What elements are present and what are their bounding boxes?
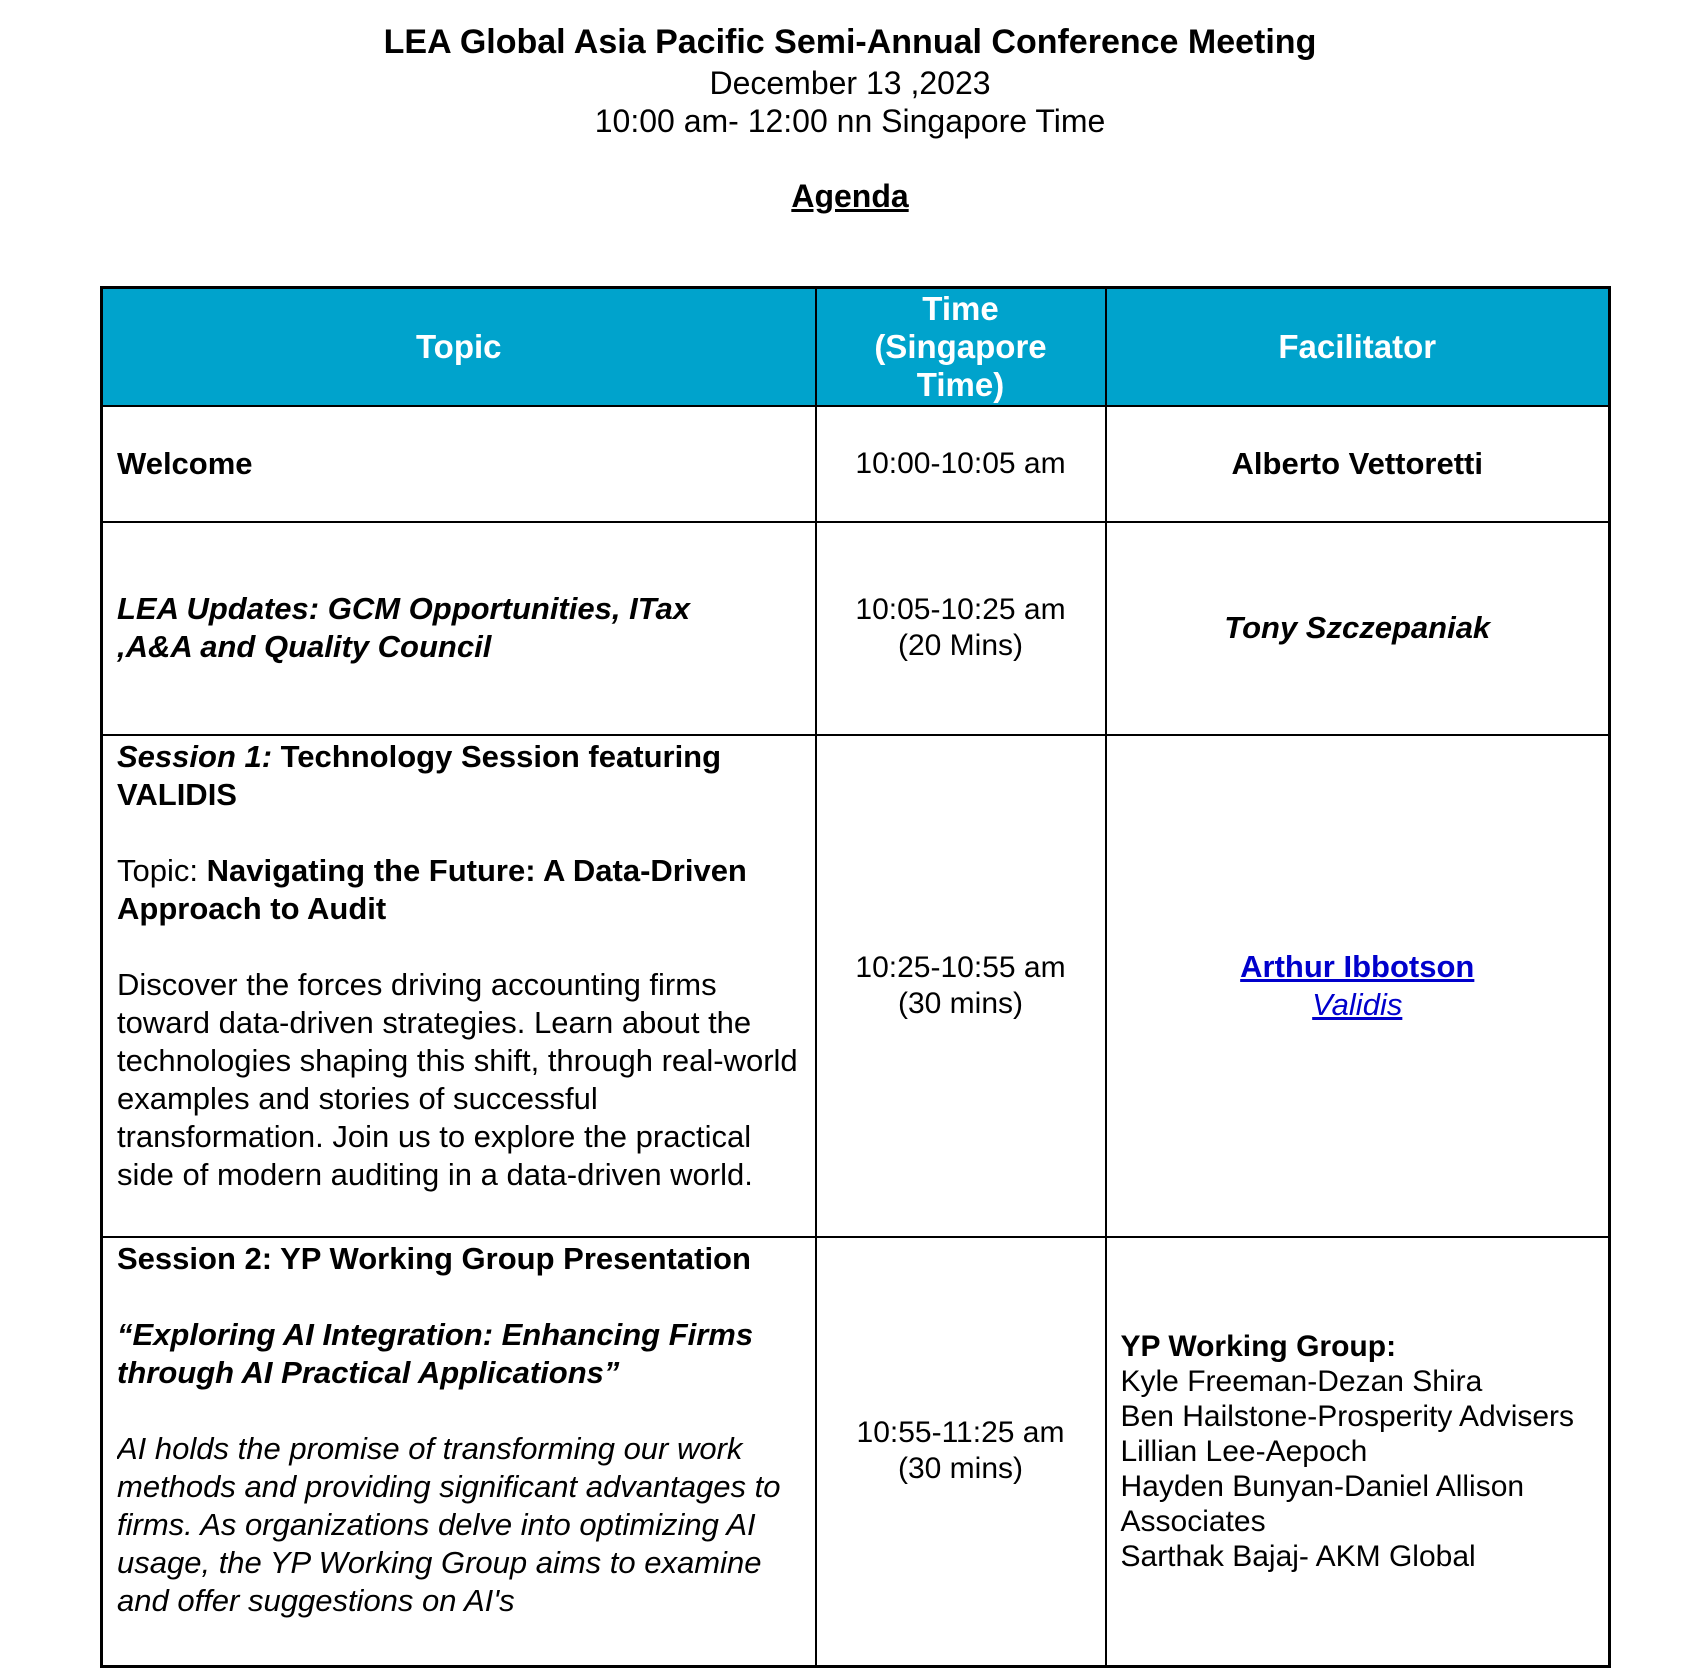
table-row bbox=[102, 735, 1610, 1237]
session1-topic-prefix: Topic: bbox=[117, 852, 207, 888]
table-row bbox=[102, 1237, 1610, 1667]
row-welcome-topic: Welcome bbox=[102, 406, 816, 522]
session2-description: AI holds the promise of transforming our work methods and providing significant advantages to firms. As organizations delve into optimizing AI usage, the YP Working Group aims to examine and offer suggestions on AI's bbox=[117, 1430, 781, 1618]
session2-time-line2: (30 mins) bbox=[897, 1452, 1024, 1486]
row-updates-facilitator: Tony Szczepaniak bbox=[1106, 522, 1610, 735]
row-session1-topic bbox=[102, 735, 816, 1237]
facilitator-validis-link[interactable]: Validis bbox=[1312, 986, 1403, 1022]
row-session1-time bbox=[816, 735, 1106, 1237]
session1-label: Session 1: bbox=[117, 738, 273, 774]
row-updates-time bbox=[816, 522, 1106, 735]
table-row bbox=[102, 522, 1610, 735]
session2-quote: “Exploring AI Integration: Enhancing Firms through AI Practical Applications” bbox=[117, 1316, 754, 1390]
column-header-time-line1: Time bbox=[922, 289, 999, 327]
yp-member: Kyle Freeman-Dezan Shira bbox=[1120, 1364, 1483, 1398]
table-header-row bbox=[102, 288, 1610, 406]
row-updates-topic bbox=[102, 522, 816, 735]
agenda-table bbox=[100, 286, 1611, 1668]
row-updates-topic-line2: ,A&A and Quality Council bbox=[117, 629, 492, 664]
row-welcome-facilitator: Alberto Vettoretti bbox=[1106, 406, 1610, 522]
document-title: LEA Global Asia Pacific Semi-Annual Conference Meeting bbox=[383, 23, 1317, 61]
session1-time-line1: 10:25-10:55 am bbox=[855, 950, 1066, 984]
yp-working-group-heading: YP Working Group: bbox=[1120, 1329, 1397, 1363]
session1-title: Technology Session featuring VALIDIS bbox=[117, 738, 722, 812]
column-header-facilitator: Facilitator bbox=[1106, 288, 1610, 406]
row-session2-topic bbox=[102, 1237, 816, 1667]
row-session2-facilitator bbox=[1106, 1237, 1610, 1667]
session2-heading: Session 2: YP Working Group Presentation bbox=[117, 1240, 751, 1276]
meeting-time: 10:00 am- 12:00 nn Singapore Time bbox=[594, 103, 1106, 139]
column-header-time bbox=[816, 288, 1106, 406]
row-updates-topic-line1: LEA Updates: GCM Opportunities, ITax bbox=[117, 591, 690, 626]
row-welcome-time: 10:00-10:05 am bbox=[816, 406, 1106, 522]
session1-topic-line bbox=[117, 852, 801, 928]
session1-topic-title: Navigating the Future: A Data-Driven Approach to Audit bbox=[117, 852, 747, 926]
yp-member: Ben Hailstone-Prosperity Advisers bbox=[1120, 1399, 1575, 1433]
column-header-topic: Topic bbox=[102, 288, 816, 406]
yp-member: Hayden Bunyan-Daniel Allison Associates bbox=[1120, 1469, 1525, 1538]
table-row bbox=[102, 406, 1610, 522]
session1-heading bbox=[117, 738, 801, 814]
meeting-date: December 13 ,2023 bbox=[709, 65, 991, 101]
row-updates-time-line2: (20 Mins) bbox=[897, 629, 1024, 662]
session1-description: Discover the forces driving accounting firms toward data-driven strategies. Learn about the technologies shaping this shift, through real-world examples and stories of successful transformation. Join us to explore the practical side of modern auditing in a data-driven world. bbox=[117, 966, 798, 1192]
row-updates-time-line1: 10:05-10:25 am bbox=[855, 593, 1066, 626]
session2-time-line1: 10:55-11:25 am bbox=[856, 1416, 1065, 1450]
agenda-heading: Agenda bbox=[791, 178, 909, 214]
row-session2-time bbox=[816, 1237, 1106, 1667]
column-header-time-line2: (Singapore bbox=[874, 327, 1047, 365]
column-header-time-line3: Time) bbox=[916, 365, 1005, 403]
row-session1-facilitator bbox=[1106, 735, 1610, 1237]
session1-time-line2: (30 mins) bbox=[897, 986, 1024, 1020]
yp-member: Sarthak Bajaj- AKM Global bbox=[1120, 1539, 1476, 1573]
document-header bbox=[0, 20, 1700, 216]
facilitator-arthur-ibbotson-link[interactable]: Arthur Ibbotson bbox=[1240, 948, 1475, 984]
yp-member: Lillian Lee-Aepoch bbox=[1120, 1434, 1368, 1468]
